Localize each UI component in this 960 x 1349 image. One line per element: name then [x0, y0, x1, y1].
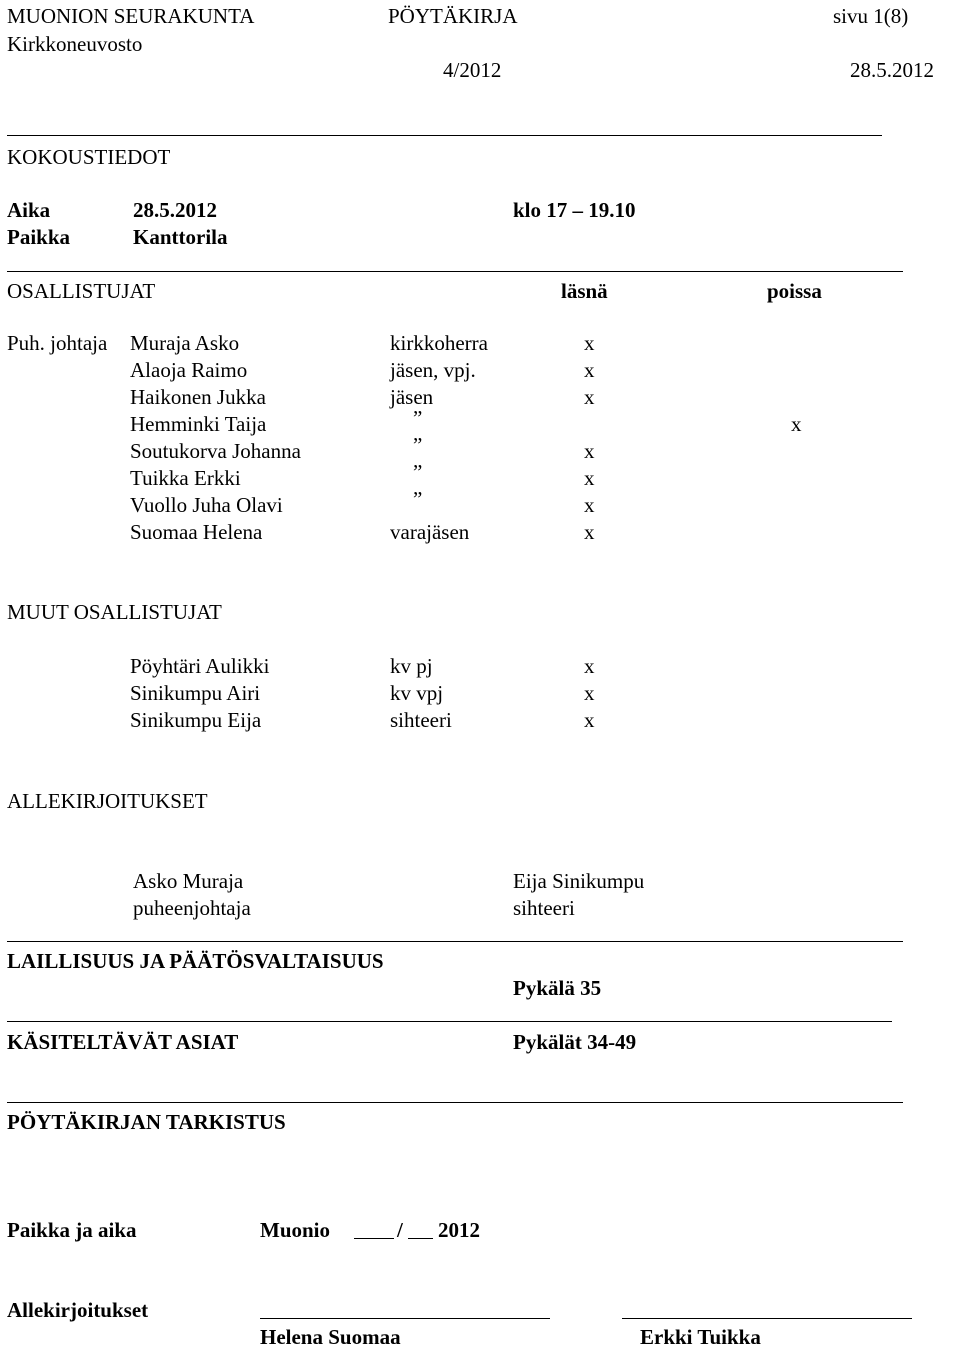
chair-name: Asko Muraja	[133, 869, 244, 893]
month-blank	[408, 1238, 433, 1239]
time-range: klo 17 – 19.10	[513, 198, 636, 222]
present-mark: x	[584, 358, 595, 382]
meeting-heading: KOKOUSTIEDOT	[7, 145, 171, 169]
participant-role: varajäsen	[390, 520, 470, 544]
date-separator: /	[397, 1218, 403, 1242]
divider	[7, 941, 903, 942]
present-mark: x	[584, 520, 595, 544]
participants-heading: OSALLISTUJAT	[7, 279, 156, 303]
participant-role: ”	[413, 406, 423, 430]
place-value: Kanttorila	[133, 225, 228, 249]
page-number: sivu 1(8)	[833, 4, 909, 28]
present-mark: x	[584, 439, 595, 463]
present-header: läsnä	[561, 279, 608, 303]
participant-role: ”	[413, 460, 423, 484]
others-heading: MUUT OSALLISTUJAT	[7, 600, 222, 624]
signatures-heading: ALLEKIRJOITUKSET	[7, 789, 208, 813]
chair-title: puheenjohtaja	[133, 896, 251, 920]
present-mark: x	[584, 466, 595, 490]
governing-body: Kirkkoneuvosto	[7, 32, 143, 56]
divider	[7, 1021, 892, 1022]
participant-role: jäsen, vpj.	[390, 358, 476, 382]
participant-name: Soutukorva Johanna	[130, 439, 301, 463]
participant-name: Muraja Asko	[130, 331, 240, 355]
participant-name: Tuikka Erkki	[130, 466, 241, 490]
doc-type: PÖYTÄKIRJA	[388, 4, 518, 28]
present-mark: x	[584, 493, 595, 517]
participant-name: Vuollo Juha Olavi	[130, 493, 283, 517]
present-mark: x	[584, 708, 595, 732]
participant-name: Alaoja Raimo	[130, 358, 248, 382]
chair-label: Puh. johtaja	[7, 331, 108, 355]
participant-role: ”	[413, 433, 423, 457]
other-name: Pöyhtäri Aulikki	[130, 654, 270, 678]
matters-heading: KÄSITELTÄVÄT ASIAT	[7, 1030, 239, 1054]
signature-line	[622, 1318, 912, 1319]
other-role: sihteeri	[390, 708, 452, 732]
present-mark: x	[584, 681, 595, 705]
participant-role: ”	[413, 487, 423, 511]
participant-name: Haikonen Jukka	[130, 385, 266, 409]
absent-header: poissa	[767, 279, 822, 303]
participant-role: kirkkoherra	[390, 331, 488, 355]
other-role: kv vpj	[390, 681, 444, 705]
secretary-name: Eija Sinikumpu	[513, 869, 645, 893]
absent-mark: x	[791, 412, 802, 436]
present-mark: x	[584, 654, 595, 678]
signer-name: Helena Suomaa	[260, 1325, 401, 1349]
review-place: Muonio	[260, 1218, 331, 1242]
legality-section: Pykälä 35	[513, 976, 602, 1000]
participant-name: Suomaa Helena	[130, 520, 263, 544]
place-time-label: Paikka ja aika	[7, 1218, 137, 1242]
participant-role: jäsen	[390, 385, 434, 409]
present-mark: x	[584, 331, 595, 355]
signatures-label: Allekirjoitukset	[7, 1298, 149, 1322]
divider	[7, 1102, 903, 1103]
minutes-date: 28.5.2012	[850, 58, 934, 82]
review-heading: PÖYTÄKIRJAN TARKISTUS	[7, 1110, 286, 1134]
legality-heading: LAILLISUUS JA PÄÄTÖSVALTAISUUS	[7, 949, 384, 973]
other-name: Sinikumpu Airi	[130, 681, 261, 705]
time-label: Aika	[7, 198, 51, 222]
signer-name: Erkki Tuikka	[640, 1325, 761, 1349]
signature-line	[260, 1318, 550, 1319]
present-mark: x	[584, 385, 595, 409]
matters-sections: Pykälät 34-49	[513, 1030, 637, 1054]
other-role: kv pj	[390, 654, 433, 678]
time-value: 28.5.2012	[133, 198, 217, 222]
other-name: Sinikumpu Eija	[130, 708, 262, 732]
minutes-number: 4/2012	[443, 58, 502, 82]
divider	[7, 271, 903, 272]
participant-name: Hemminki Taija	[130, 412, 267, 436]
divider	[7, 135, 882, 136]
day-blank	[354, 1238, 394, 1239]
place-label: Paikka	[7, 225, 71, 249]
org-name: MUONION SEURAKUNTA	[7, 4, 255, 28]
secretary-title: sihteeri	[513, 896, 575, 920]
review-year: 2012	[438, 1218, 480, 1242]
